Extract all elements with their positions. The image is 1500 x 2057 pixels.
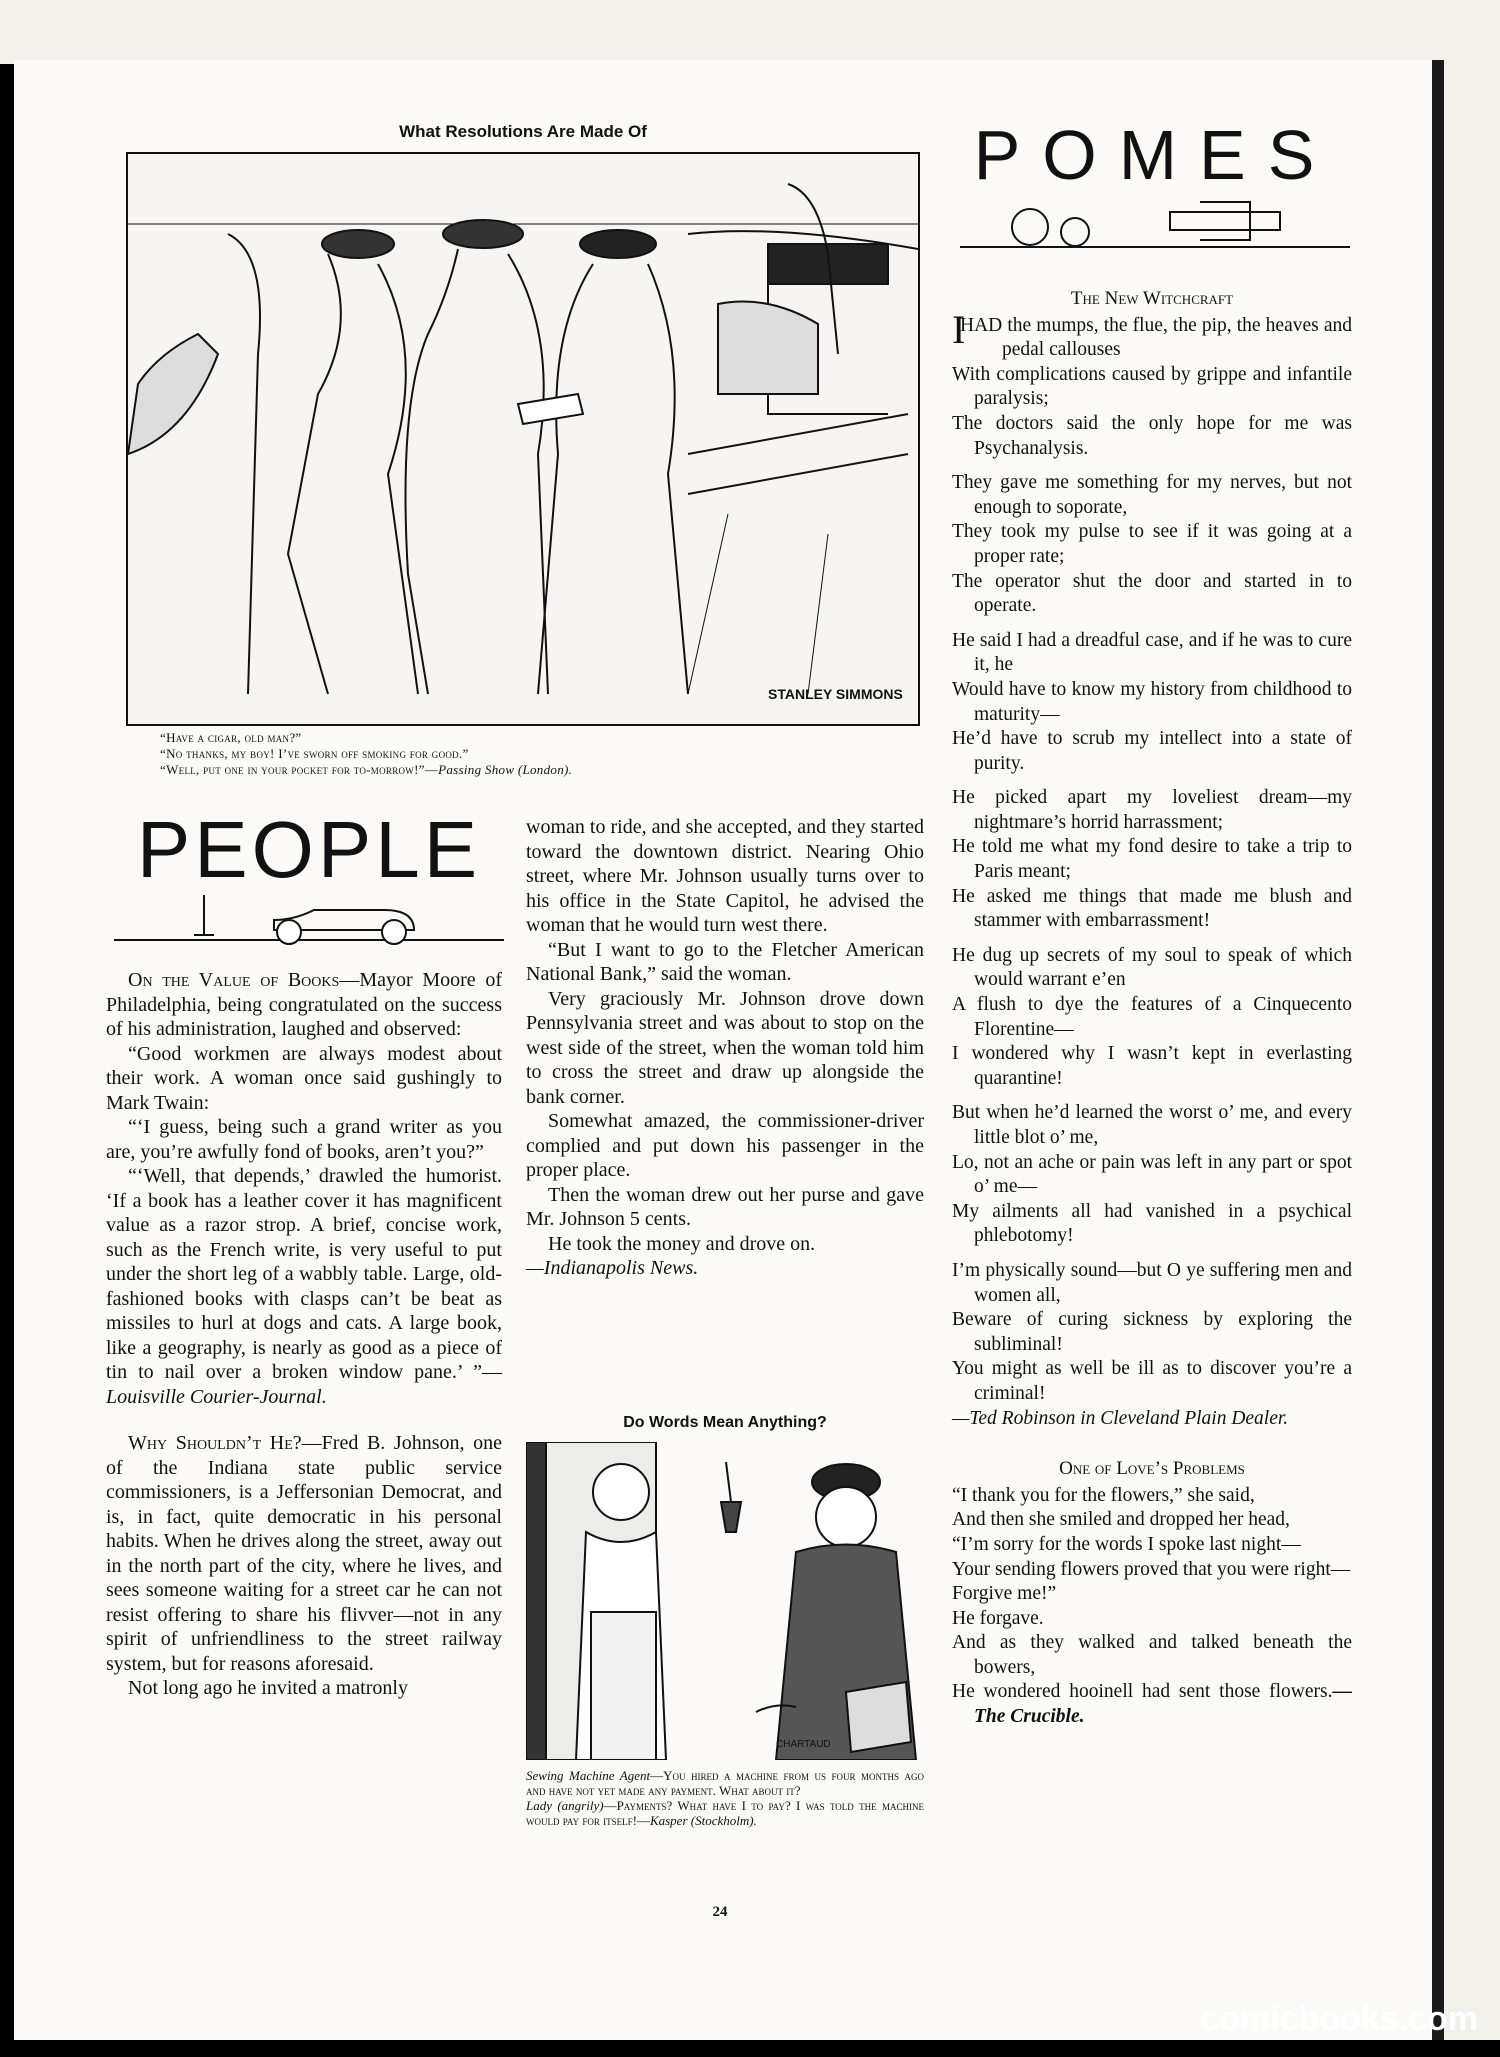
people-banner-text: PEOPLE [136,805,482,894]
cartoon2-caption [526,1768,924,1828]
article2-paragraph-split: Not long ago he invited a matronly [128,1677,408,1699]
cartoon2-title: Do Words Mean Anything? [623,1414,827,1431]
pomes-banner-text: POMES [973,116,1337,194]
pomes-banner [950,110,1360,260]
article2-paragraph-cont: woman to ride, and she accepted, and they started toward the downtown district. Nearing Ohio street, where Mr. Johnson usually turns over to his office in the State Capitol, he advised the woman that he would turn west there. [526,816,924,936]
poem1-stanza: I HAD the mumps, the flue, the pip, the heaves and pedal callouses With complications caused by grippe and infantile paralysis; The doctors said the only hope for me was Psychanalysis. [952,306,1352,459]
caption-line: Lady (angrily)—Payments? What have I to pay? I was told the machine would pay for itself!—Kasper (Stockholm). [526,1798,924,1828]
cartoon1-frame [126,152,920,726]
caption-source: Kasper (Stockholm). [649,1813,757,1828]
page-number: 24 [712,1904,728,1920]
article2-paragraph: Then the woman drew out her purse and gave Mr. Johnson 5 cents. [526,1183,924,1230]
facing-page-edge [1444,60,1500,2040]
article2-paragraph: “But I want to go to the Fletcher American National Bank,” said the woman. [526,938,924,985]
poem2-title: One of Love’s Problems [1059,1458,1245,1480]
column-left [106,968,502,1700]
caption-line: “Well, put one in your pocket for to-morrow!”— [160,762,439,777]
caption-line-with-source [160,762,920,778]
cartoon2-illustration [526,1442,924,1760]
poem1-stanza: They gave me something for my nerves, but not enough to soporate, They took my pulse to see if it was going at a proper rate; The operator shut the door and started in to operate. [952,472,1352,617]
people-banner [114,805,504,955]
poem1-source: —Ted Robinson in Cleveland Plain Dealer. [952,1407,1289,1429]
article1-source: Louisville Courier-Journal. [106,1385,327,1408]
article2-heading: Why Shouldn’t He? [128,1432,302,1454]
column-middle [526,815,924,1281]
poem2-lines: “I thank you for the flowers,” she said, And then she smiled and dropped her head, “I’m sorry for the words I spoke last night— Your sending flowers proved that you were right— Forgive me!” He forgave. And as they walked and talked beneath the bowers, He wondered hooinell had sent those flowers.—The Crucible. [952,1484,1352,1728]
caption-line: Sewing Machine Agent—You hired a machine from us four months ago and have not yet made any payment. What about it? [526,1768,924,1798]
motorcar-icon [114,890,504,950]
poem1-stanza: I’m physically sound—but O ye suffering men and women all, Beware of curing sickness by exploring the subliminal! You might as well be ill as to discover you’re a criminal! —Ted Robinson in Cleveland Plain Dealer. [952,1259,1352,1429]
airplane-icon [950,192,1360,252]
article2-source: —Indianapolis News. [526,1257,699,1279]
cartoon1-signature: STANLEY SIMMONS [768,686,903,702]
top-margin [0,0,1500,64]
poem1-stanza: But when he’d learned the worst o’ me, and every little blot o’ me, Lo, not an ache or pain was left in any part or spot o’ me— My ailments all had vanished in a psychical phlebotomy! [952,1102,1352,1247]
article2-paragraph: Somewhat amazed, the commissioner-driver complied and put down his passenger in the proper place. [526,1110,924,1181]
page-spine [1432,60,1444,2040]
poem1-title: The New Witchcraft [1070,288,1234,309]
poem1-stanza: He dug up secrets of my soul to speak of which would warrant e’en A flush to dye the features of a Cinquecento Florentine— I wondered why I wasn’t kept in everlasting quarantine! [952,944,1352,1089]
article2-paragraph: Very graciously Mr. Johnson drove down Pennsylvania street and was about to stop on the west side of the street, when the woman told him to cross the street and draw up alongside the bank corner. [526,987,924,1108]
article1-paragraph: “‘Well, that depends,’ drawled the humorist. ‘If a book has a leather cover it has magnificent value as a razor strop. A brief, concise work, such as the French write, is very useful to put under the short leg of a wabbly table. Large, old-fashioned books with clasps can’t be beat as missiles to hurl at dogs and cats. A large book, like a geography, is nearly as good as a piece of tin to nail over a broken window pane.’ ”—Louisville Courier-Journal. [106,1165,502,1408]
cartoon1-title: What Resolutions Are Made Of [399,122,647,141]
article2-paragraph: He took the money and drove on. —Indianapolis News. [526,1232,816,1279]
article1-paragraph: On the Value of Books—Mayor Moore of Philadelphia, being congratulated on the success of his administration, laughed and observed: [106,969,502,1040]
caption-speaker: Sewing Machine Agent [526,1768,651,1783]
cartoon1-caption [160,730,920,778]
article1-heading: On the Value of Books [128,969,340,991]
cartoon2-signature: CHARTAUD [776,1739,831,1750]
cartoon1-illustration [128,154,918,724]
article2-paragraph: Why Shouldn’t He?—Fred B. Johnson, one of the Indiana state public service commissioners, is a Jeffersonian Democrat, and is, in fact, quite democratic in his personal habits. When he drives along the street, away out in the north part of the city, where he lives, and sees someone waiting for a street car he can not resist offering to share his flivver—not in any spirit of unfriendliness to the street railway system, but for reasons aforesaid. [106,1432,502,1675]
poem2-source: —The Crucible. [974,1681,1352,1728]
caption-aside: (angrily) [557,1798,604,1813]
caption-source: Passing Show (London). [438,762,573,777]
poem1-stanza: He said I had a dreadful case, and if he was to cure it, he Would have to know my history from childhood to maturity— He’d have to scrub my intellect into a state of purity. [952,629,1352,774]
article1-paragraph: “‘I guess, being such a grand writer as you are, you’re awfully fond of books, aren’t you?” [106,1116,502,1163]
caption-speaker: Lady [526,1798,552,1813]
site-watermark: comicbooks.com [1200,2000,1478,2038]
poem1-stanza: He picked apart my loveliest dream—my nightmare’s horrid harrassment; He told me what my fond desire to take a trip to Paris meant; He asked me things that made me blush and stammer with embarrassment! [952,787,1352,932]
caption-line: “Have a cigar, old man?” [160,730,302,745]
column-right [952,287,1352,1730]
article1-paragraph: “Good workmen are always modest about their work. A woman once said gushingly to Mark Twain: [106,1042,502,1114]
caption-line: “No thanks, my boy! I’ve sworn off smoking for good.” [160,746,469,761]
